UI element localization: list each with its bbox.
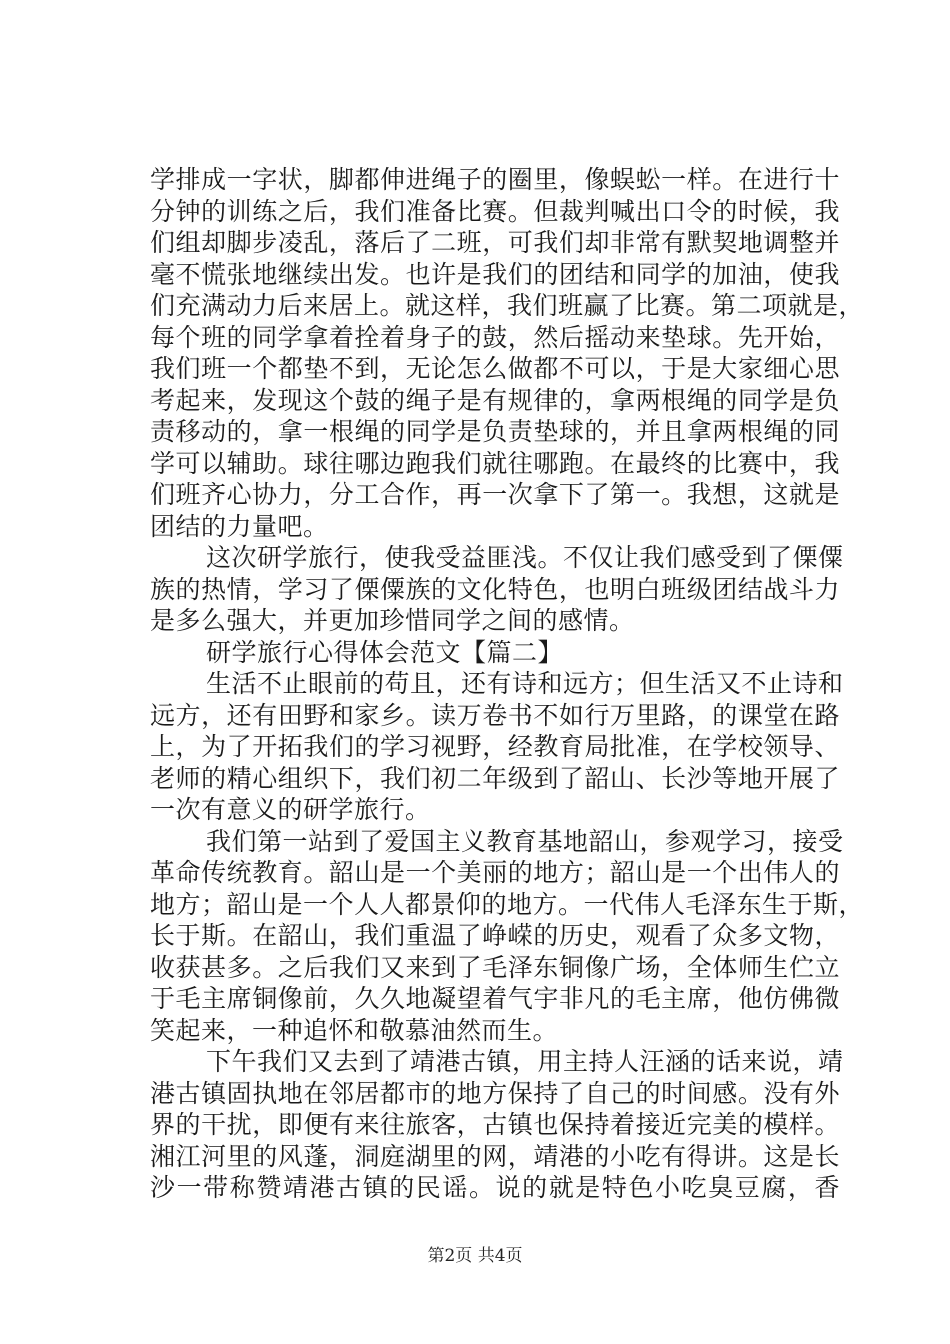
text-line: 们班齐心协力，分工合作，再一次拿下了第一。我想，这就是 (150, 480, 840, 509)
text-line: 革命传统教育。韶山是一个美丽的地方；韶山是一个出伟人的 (150, 858, 840, 887)
text-line: 分钟的训练之后，我们准备比赛。但裁判喊出口令的时候，我 (150, 196, 840, 226)
text-line: 族的热情，学习了傈僳族的文化特色，也明白班级团结战斗力 (150, 574, 840, 604)
text-line: 责移动的，拿一根绳的同学是负责垫球的，并且拿两根绳的同 (150, 417, 840, 446)
paragraph-first-line: 我们第一站到了爱国主义教育基地韶山，参观学习，接受 (206, 826, 844, 856)
paragraph-first-line: 这次研学旅行，使我受益匪浅。不仅让我们感受到了傈僳 (206, 543, 844, 572)
text-line: 于毛主席铜像前，久久地凝望着气宇非凡的毛主席，他仿佛微 (150, 984, 840, 1013)
text-line: 笑起来，一种追怀和敬慕油然而生。 (150, 1015, 559, 1045)
text-line: 地方；韶山是一个人人都景仰的地方。一代伟人毛泽东生于斯， (150, 889, 865, 919)
text-line: 湘江河里的风蓬，洞庭湖里的网，靖港的小吃有得讲。这是长 (150, 1141, 840, 1171)
page-footer: 第2页 共4页 (427, 1246, 523, 1266)
text-line: 团结的力量吧。 (150, 511, 329, 541)
text-line: 一次有意义的研学旅行。 (150, 795, 431, 824)
text-line: 们充满动力后来居上。就这样，我们班赢了比赛。第二项就是， (150, 291, 865, 320)
text-line: 远方，还有田野和家乡。读万卷书不如行万里路，的课堂在路 (150, 700, 840, 730)
text-line: 界的干扰，即便有来往旅客，古镇也保持着接近完美的模样。 (150, 1110, 840, 1139)
text-line: 学可以辅助。球往哪边跑我们就往哪跑。在最终的比赛中，我 (150, 448, 840, 478)
text-line: 老师的精心组织下，我们初二年级到了韶山、长沙等地开展了 (150, 763, 840, 793)
text-line: 每个班的同学拿着拴着身子的鼓，然后摇动来垫球。先开始， (150, 322, 840, 352)
text-line: 是多么强大，并更加珍惜同学之间的感情。 (150, 606, 635, 635)
text-line: 毫不慌张地继续出发。也许是我们的团结和同学的加油，使我 (150, 259, 840, 289)
text-line: 收获甚多。之后我们又来到了毛泽东铜像广场，全体师生伫立 (150, 952, 840, 982)
text-line: 港古镇固执地在邻居都市的地方保持了自己的时间感。没有外 (150, 1078, 840, 1108)
text-line: 沙一带称赞靖港古镇的民谣。说的就是特色小吃臭豆腐，香 (150, 1173, 840, 1202)
text-line: 学排成一字状，脚都伸进绳子的圈里，像蜈蚣一样。在进行十 (150, 165, 840, 194)
paragraph-first-line: 下午我们又去到了靖港古镇，用主持人汪涵的话来说，靖 (206, 1047, 844, 1076)
text-line: 上，为了开拓我们的学习视野，经教育局批准，在学校领导、 (150, 732, 840, 761)
text-line: 考起来，发现这个鼓的绳子是有规律的，拿两根绳的同学是负 (150, 385, 840, 415)
section-heading: 研学旅行心得体会范文【篇二】 (206, 637, 564, 667)
paragraph-first-line: 生活不止眼前的苟且，还有诗和远方；但生活又不止诗和 (206, 669, 844, 698)
text-line: 我们班一个都垫不到，无论怎么做都不可以，于是大家细心思 (150, 354, 840, 383)
text-line: 们组却脚步凌乱，落后了二班，可我们却非常有默契地调整并 (150, 228, 840, 257)
text-line: 长于斯。在韶山，我们重温了峥嵘的历史，观看了众多文物， (150, 921, 840, 950)
